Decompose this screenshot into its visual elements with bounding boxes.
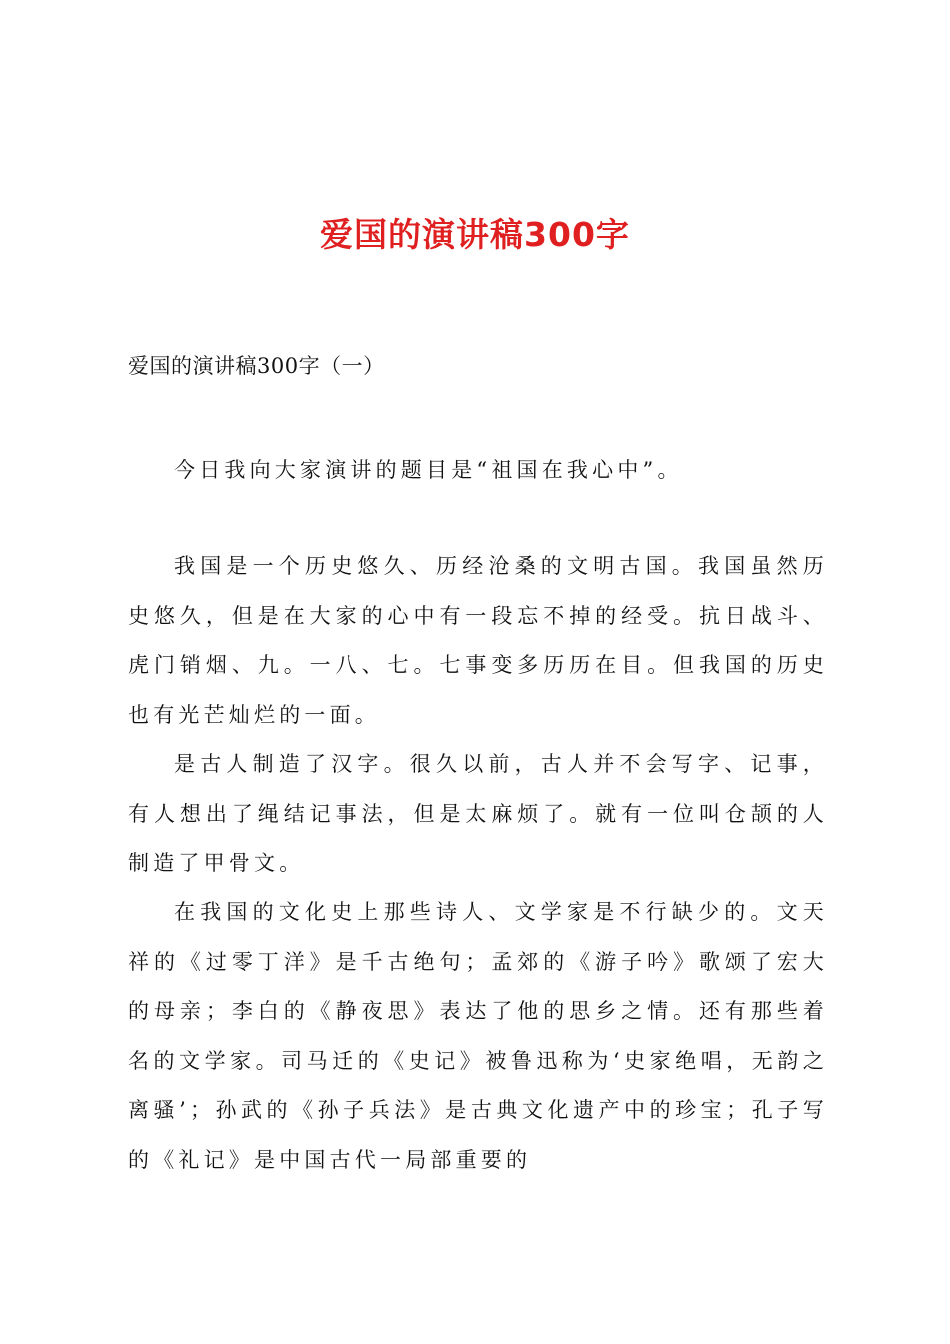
paragraph-history: 我国是一个历史悠久、历经沧桑的文明古国。我国虽然历史悠久，但是在大家的心中有一段忘不掉的经受。抗日战斗、虎门销烟、九。一八、七。七事变多历历在目。但我国的历史也有光芒灿烂的一面。 [128, 554, 828, 727]
paragraph-chinese-characters: 是古人制造了汉字。很久以前，古人并不会写字、记事，有人想出了绳结记事法，但是太麻烦了。就有一位叫仓颉的人制造了甲骨文。 [128, 752, 828, 875]
paragraph-literature: 在我国的文化史上那些诗人、文学家是不行缺少的。文天祥的《过零丁洋》是千古绝句；孟郊的《游子吟》歌颂了宏大的母亲；李白的《静夜思》表达了他的思乡之情。还有那些着名的文学家。司马迁的《史记》被鲁迅称为‘史家绝唱，无韵之离骚’；孙武的《孙子兵法》是古典文化遗产中的珍宝；孔子写的《礼记》是中国古代一局部重要的 [128, 900, 828, 1172]
document-title: 爱国的演讲稿300字 [320, 215, 630, 254]
paragraph-intro: 今日我向大家演讲的题目是“祖国在我心中”。 [174, 458, 683, 482]
section-heading: 爱国的演讲稿300字（一） [128, 354, 385, 378]
